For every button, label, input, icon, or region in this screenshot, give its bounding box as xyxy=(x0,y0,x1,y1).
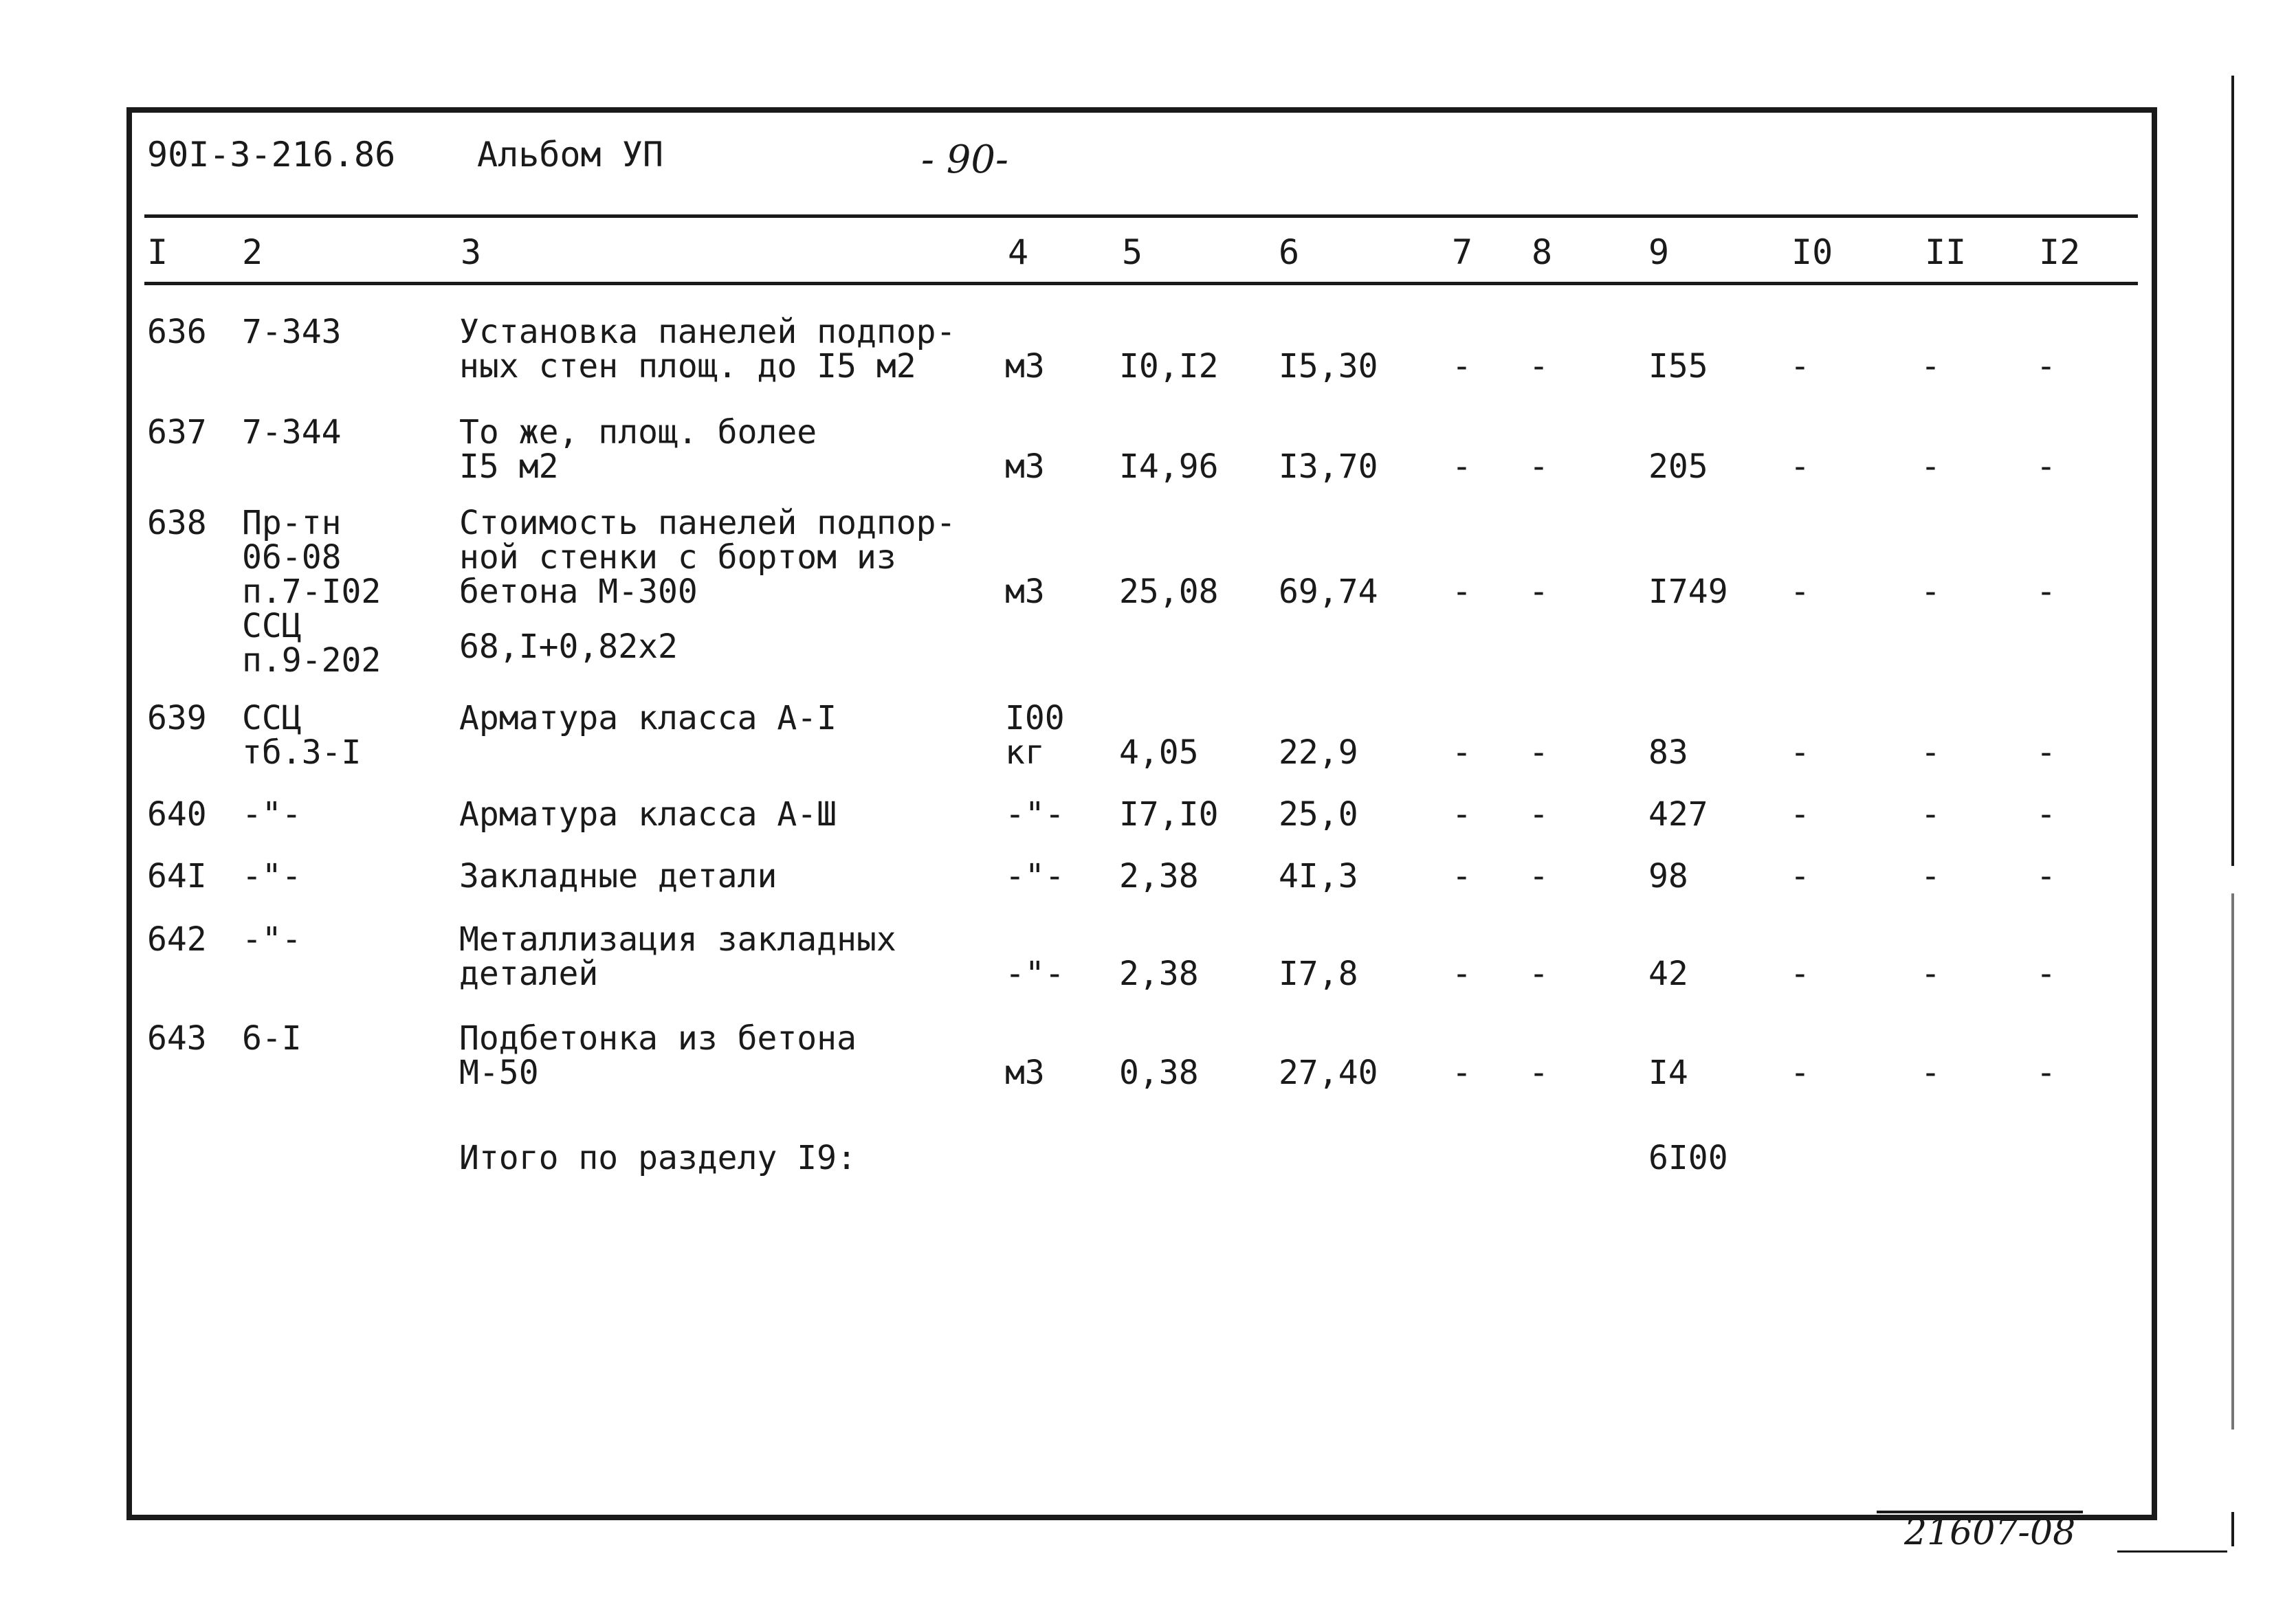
row-value-8: - xyxy=(1529,795,1549,834)
row-value-5: I4,96 xyxy=(1119,447,1219,486)
row-value-11: - xyxy=(1921,447,1941,486)
row-code: -"- xyxy=(242,857,302,896)
row-value-10: - xyxy=(1790,347,1810,386)
document-code: 90I-3-216.86 xyxy=(147,135,396,175)
row-value-11: - xyxy=(1921,733,1941,772)
row-value-10: - xyxy=(1790,733,1810,772)
row-value-10: - xyxy=(1790,572,1810,611)
row-value-5: 2,38 xyxy=(1119,955,1199,993)
row-formula: 68,I+0,82x2 xyxy=(459,627,678,666)
column-number: 7 xyxy=(1452,232,1473,272)
row-name: Закладные детали xyxy=(459,857,777,896)
row-value-11: - xyxy=(1921,1054,1941,1092)
row-unit: м3 xyxy=(1005,347,1045,386)
row-number: 637 xyxy=(147,413,207,452)
row-value-7: - xyxy=(1452,347,1472,386)
row-value-7: - xyxy=(1452,733,1472,772)
scan-edge-line xyxy=(2231,76,2234,866)
row-value-6: I5,30 xyxy=(1279,347,1378,386)
row-value-8: - xyxy=(1529,447,1549,486)
row-value-5: I0,I2 xyxy=(1119,347,1219,386)
row-value-9: 427 xyxy=(1648,795,1708,834)
row-value-10: - xyxy=(1790,1054,1810,1092)
row-number: 642 xyxy=(147,920,207,959)
column-header-rule xyxy=(144,282,2138,285)
column-number: I xyxy=(147,232,168,272)
column-number: 5 xyxy=(1122,232,1143,272)
row-value-7: - xyxy=(1452,795,1472,834)
row-value-12: - xyxy=(2036,572,2056,611)
row-code: -"- xyxy=(242,920,302,959)
row-name: Металлизация закладных деталей xyxy=(459,920,896,993)
row-name: То же, площ. более I5 м2 xyxy=(459,413,817,486)
total-label: Итого по разделу I9: xyxy=(459,1139,857,1177)
row-unit: м3 xyxy=(1005,1054,1045,1092)
row-value-12: - xyxy=(2036,447,2056,486)
scan-edge-line xyxy=(2231,1512,2234,1546)
row-unit: I00 кг xyxy=(1005,699,1065,772)
row-value-6: I3,70 xyxy=(1279,447,1378,486)
row-value-9: 42 xyxy=(1648,955,1688,993)
row-value-9: 83 xyxy=(1648,733,1688,772)
row-value-9: I55 xyxy=(1648,347,1708,386)
row-name: Стоимость панелей подпор- ной стенки с бортом из бетона М-300 xyxy=(459,504,956,611)
row-value-10: - xyxy=(1790,955,1810,993)
row-value-6: 25,0 xyxy=(1279,795,1358,834)
total-value: 6I00 xyxy=(1648,1139,1728,1177)
row-value-9: I4 xyxy=(1648,1054,1688,1092)
row-name: Арматура класса А-I xyxy=(459,699,837,737)
row-value-12: - xyxy=(2036,347,2056,386)
album-label: Альбом УП xyxy=(477,135,663,175)
row-value-12: - xyxy=(2036,955,2056,993)
row-value-11: - xyxy=(1921,347,1941,386)
column-number: 4 xyxy=(1008,232,1029,272)
row-value-9: I749 xyxy=(1648,572,1728,611)
row-value-11: - xyxy=(1921,795,1941,834)
row-value-12: - xyxy=(2036,1054,2056,1092)
row-value-9: 98 xyxy=(1648,857,1688,896)
row-value-5: I7,I0 xyxy=(1119,795,1219,834)
row-value-10: - xyxy=(1790,447,1810,486)
row-value-6: 69,74 xyxy=(1279,572,1378,611)
row-unit: м3 xyxy=(1005,572,1045,611)
column-number: 3 xyxy=(461,232,482,272)
row-value-12: - xyxy=(2036,795,2056,834)
column-number: 6 xyxy=(1279,232,1300,272)
stamp-dash-line xyxy=(2117,1550,2227,1553)
page-number: - 90- xyxy=(921,137,1008,182)
column-number: II xyxy=(1925,232,1967,272)
row-code: 7-344 xyxy=(242,413,342,452)
row-unit: -"- xyxy=(1005,955,1065,993)
archive-stamp: 21607-08 xyxy=(1904,1512,2076,1553)
row-value-8: - xyxy=(1529,733,1549,772)
row-number: 64I xyxy=(147,857,207,896)
column-number: 9 xyxy=(1648,232,1670,272)
row-number: 636 xyxy=(147,313,207,351)
row-value-8: - xyxy=(1529,347,1549,386)
row-value-8: - xyxy=(1529,572,1549,611)
row-name: Подбетонка из бетона М-50 xyxy=(459,1019,857,1092)
row-code: 7-343 xyxy=(242,313,342,351)
header-rule xyxy=(144,214,2138,218)
row-value-9: 205 xyxy=(1648,447,1708,486)
row-value-7: - xyxy=(1452,955,1472,993)
row-value-8: - xyxy=(1529,1054,1549,1092)
row-name: Арматура класса А-Ш xyxy=(459,795,837,834)
row-unit: м3 xyxy=(1005,447,1045,486)
row-value-11: - xyxy=(1921,857,1941,896)
row-value-11: - xyxy=(1921,955,1941,993)
row-value-8: - xyxy=(1529,955,1549,993)
row-value-5: 25,08 xyxy=(1119,572,1219,611)
stamp-underline xyxy=(1877,1511,2083,1513)
row-code: -"- xyxy=(242,795,302,834)
row-value-6: 27,40 xyxy=(1279,1054,1378,1092)
row-number: 643 xyxy=(147,1019,207,1058)
row-value-7: - xyxy=(1452,572,1472,611)
row-value-7: - xyxy=(1452,447,1472,486)
row-value-10: - xyxy=(1790,795,1810,834)
row-value-6: 4I,3 xyxy=(1279,857,1358,896)
scan-edge-line xyxy=(2231,893,2234,1430)
row-name: Установка панелей подпор- ных стен площ. до I5 м2 xyxy=(459,313,956,386)
row-value-7: - xyxy=(1452,857,1472,896)
column-number: 2 xyxy=(242,232,263,272)
row-value-12: - xyxy=(2036,733,2056,772)
row-value-12: - xyxy=(2036,857,2056,896)
row-value-5: 2,38 xyxy=(1119,857,1199,896)
row-code: 6-I xyxy=(242,1019,302,1058)
row-number: 640 xyxy=(147,795,207,834)
row-code: Пр-тн 06-08 п.7-I02 ССЦ п.9-202 xyxy=(242,504,382,680)
row-unit: -"- xyxy=(1005,795,1065,834)
row-value-6: 22,9 xyxy=(1279,733,1358,772)
column-number: I0 xyxy=(1791,232,1833,272)
row-value-5: 0,38 xyxy=(1119,1054,1199,1092)
row-value-11: - xyxy=(1921,572,1941,611)
row-value-8: - xyxy=(1529,857,1549,896)
row-value-7: - xyxy=(1452,1054,1472,1092)
column-number: 8 xyxy=(1532,232,1553,272)
row-unit: -"- xyxy=(1005,857,1065,896)
row-value-6: I7,8 xyxy=(1279,955,1358,993)
row-number: 638 xyxy=(147,504,207,542)
row-value-5: 4,05 xyxy=(1119,733,1199,772)
row-value-10: - xyxy=(1790,857,1810,896)
row-code: ССЦ тб.3-I xyxy=(242,699,362,772)
column-number: I2 xyxy=(2039,232,2081,272)
row-number: 639 xyxy=(147,699,207,737)
